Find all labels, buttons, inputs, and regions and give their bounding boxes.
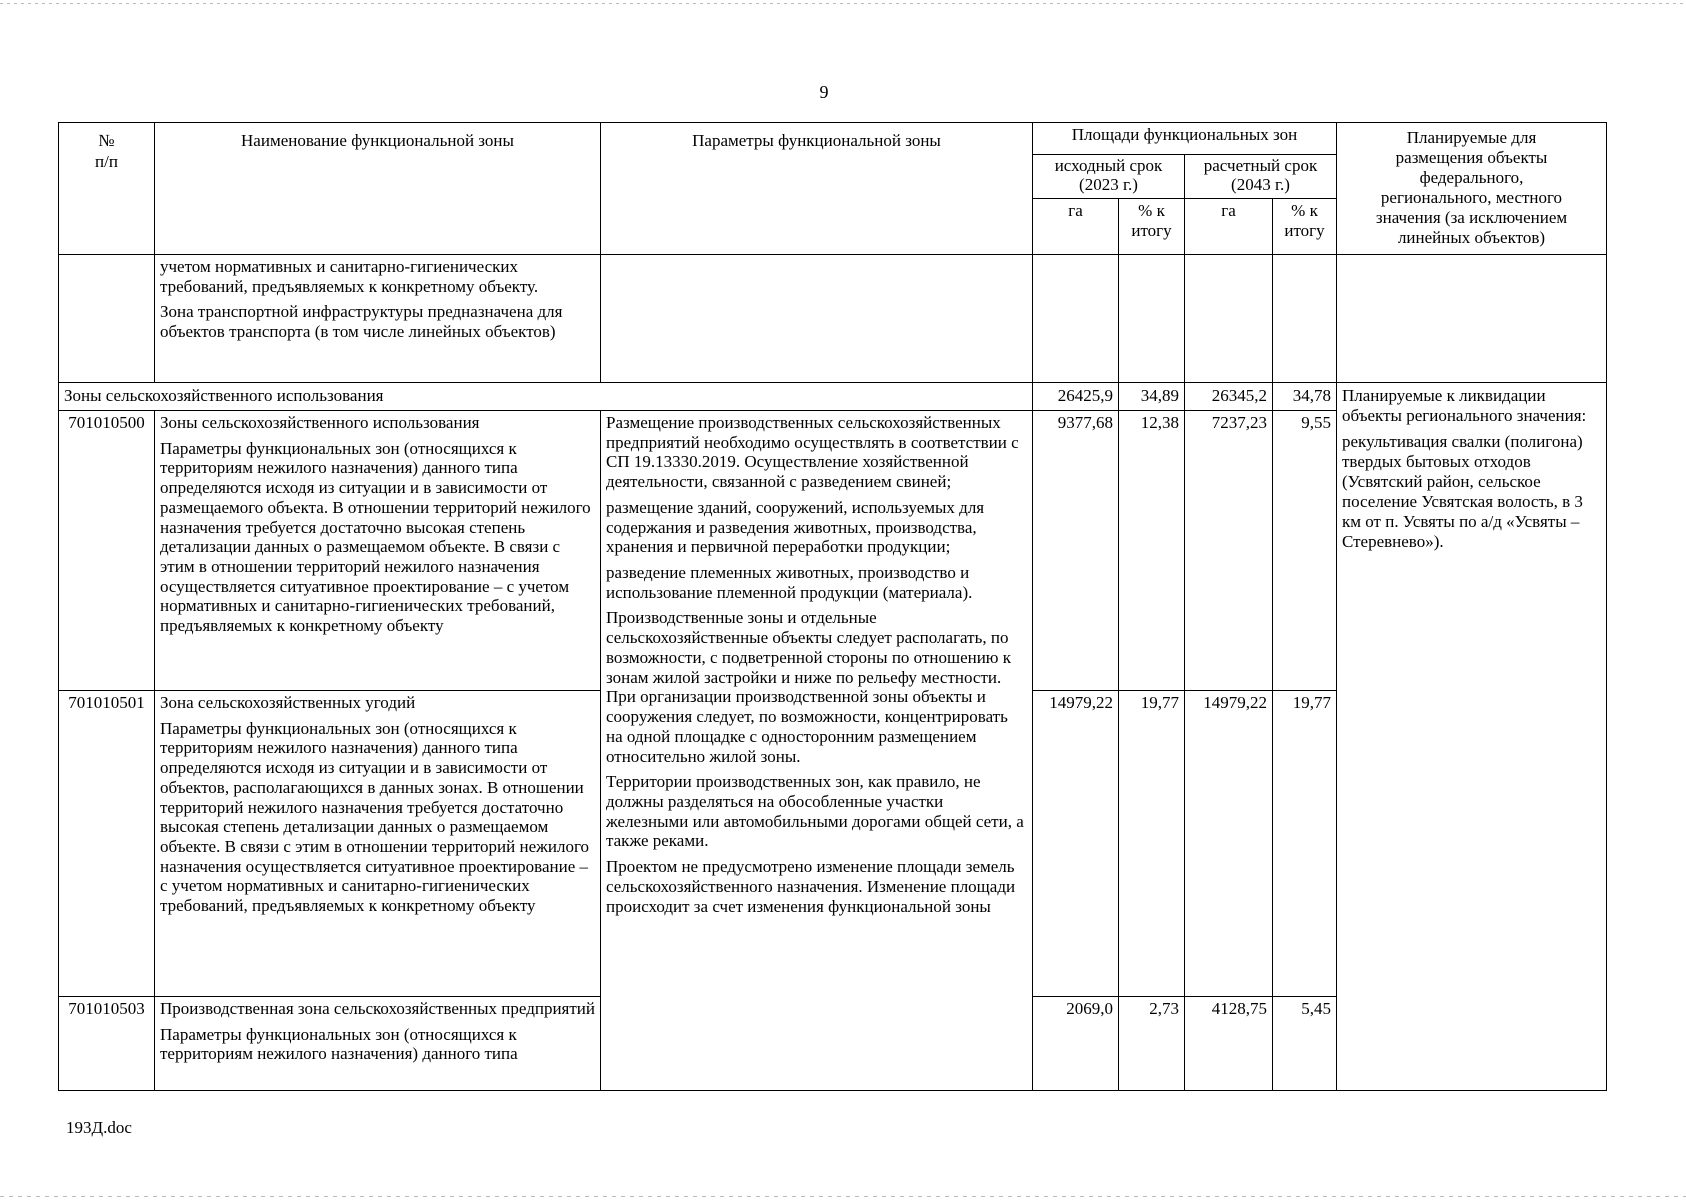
row-name-cell: [155, 997, 601, 1091]
row-desc: Параметры функциональных зон (относящихся к территориям нежилого назначения) данного типа определяются исходя из ситуации и в зависимости от размещаемого объекта. В отношении территорий нежилого назначения требуется достаточно высокая степень детализации данных о размещаемом объекте. В связи с этим в отношении территорий нежилого назначения осуществляется ситуативное проектирование – с учетом нормативных и санитарно-гигиенических требований, предъявляемых к конкретному объекту: [160, 438, 591, 636]
section-title: Зоны сельскохозяйственного использования: [59, 383, 1033, 411]
header-pct-2023: % к итогу: [1119, 199, 1185, 255]
continuation-pct-2043: [1273, 255, 1337, 383]
header-name: Наименование функциональной зоны: [155, 123, 601, 255]
params-text-4: Производственные зоны и отдельные сельскохозяйственные объекты следует располагать, по возможности, с подветренной стороны по отношению к зонам жилой застройки и ниже по рельефу местности. При организации производственной зоны объекты и сооружения следует, по возможности, концентрировать на одной площадке с односторонним размещением относительно жилой зоны.: [606, 608, 1012, 766]
header-ha-2043: га: [1185, 199, 1273, 255]
section-pct-2023: 34,89: [1119, 383, 1185, 411]
page-number: 9: [819, 82, 829, 102]
section-ha-2043: 26345,2: [1185, 383, 1273, 411]
continuation-ha-2023: [1033, 255, 1119, 383]
row-name-cell: [155, 411, 601, 691]
params-text-2: размещение зданий, сооружений, используемых для содержания и разведения животных, производства, хранения и первичной переработки продукции;: [606, 497, 985, 557]
row-code: 701010503: [59, 997, 155, 1091]
row-ha-2043: 14979,22: [1185, 691, 1273, 997]
row-pct-2043: 9,55: [1273, 411, 1337, 691]
planned-objects-cell: [1337, 383, 1607, 1091]
row-ha-2043: 4128,75: [1185, 997, 1273, 1091]
params-text-6: Проектом не предусмотрено изменение площади земель сельскохозяйственного назначения. Изменение площади происходит за счет изменения функциональной зоны: [606, 857, 1016, 916]
header-pct-2043: % к итогу: [1273, 199, 1337, 255]
planned-title: Планируемые к ликвидации объекты регионального значения:: [1342, 386, 1587, 426]
continuation-text-1: учетом нормативных и санитарно-гигиенических требований, предъявляемых к конкретному объекту.: [160, 257, 539, 296]
header-calc-term: расчетный срок (2043 г.): [1185, 155, 1337, 199]
row-code: 701010500: [59, 411, 155, 691]
continuation-planned: [1337, 255, 1607, 383]
row-ha-2043: 7237,23: [1185, 411, 1273, 691]
row-name: Производственная зона сельскохозяйственных предприятий: [160, 999, 595, 1018]
functional-zones-table: [58, 122, 1607, 1091]
header-planned: Планируемые для размещения объекты федерального, регионального, местного значения (за исключением линейных объектов): [1337, 123, 1607, 255]
row-desc: Параметры функциональных зон (относящихся к территориям нежилого назначения) данного типа: [160, 1024, 518, 1064]
footer-filename: 193Д.doc: [66, 1118, 132, 1137]
header-ha-2023: га: [1033, 199, 1119, 255]
row-ha-2023: 14979,22: [1033, 691, 1119, 997]
params-text-5: Территории производственных зон, как правило, не должны разделяться на обособленные участки железными или автомобильными дорогами общей сети, а также реками.: [606, 772, 1024, 851]
row-pct-2043: 5,45: [1273, 997, 1337, 1091]
params-cell: [601, 411, 1033, 1091]
row-pct-2023: 19,77: [1119, 691, 1185, 997]
scan-edge-top: [0, 3, 1686, 4]
continuation-params: [601, 255, 1033, 383]
params-text-1: Размещение производственных сельскохозяйственных предприятий необходимо осуществлять в соответствии с СП 19.13330.2019. Осуществление хозяйственной деятельности, связанной с разведением свиней;: [606, 413, 1019, 492]
row-pct-2023: 2,73: [1119, 997, 1185, 1091]
continuation-name-cell: [155, 255, 601, 383]
row-ha-2023: 2069,0: [1033, 997, 1119, 1091]
params-text-3: разведение племенных животных, производство и использование племенной продукции (материала).: [606, 563, 973, 602]
continuation-ha-2043: [1185, 255, 1273, 383]
scan-edge-bottom: [0, 1196, 1686, 1197]
section-row: [59, 383, 1607, 411]
row-name: Зона сельскохозяйственных угодий: [160, 693, 416, 712]
continuation-pct-2023: [1119, 255, 1185, 383]
continuation-row: [59, 255, 1607, 383]
row-ha-2023: 9377,68: [1033, 411, 1119, 691]
row-name: Зоны сельскохозяйственного использования: [160, 413, 480, 432]
row-pct-2023: 12,38: [1119, 411, 1185, 691]
header-areas: Площади функциональных зон: [1033, 123, 1337, 155]
row-desc: Параметры функциональных зон (относящихся к территориям нежилого назначения) данного типа определяются исходя из ситуации и в зависимости от объектов, располагающихся в данных зонах. В отношении территорий нежилого назначения требуется достаточно высокая степень детализации данных о размещаемом объекте. В связи с этим в отношении территорий нежилого назначения осуществляется ситуативное проектирование – с учетом нормативных и санитарно-гигиенических требований, предъявляемых к конкретному объекту: [160, 718, 590, 916]
continuation-text-2: Зона транспортной инфраструктуры предназначена для объектов транспорта (в том числе линейных объектов): [160, 302, 563, 341]
header-initial-term: исходный срок (2023 г.): [1033, 155, 1185, 199]
row-code: 701010501: [59, 691, 155, 997]
continuation-num: [59, 255, 155, 383]
row-pct-2043: 19,77: [1273, 691, 1337, 997]
section-ha-2023: 26425,9: [1033, 383, 1119, 411]
section-pct-2043: 34,78: [1273, 383, 1337, 411]
header-num: № п/п: [59, 123, 155, 255]
header-params: Параметры функциональной зоны: [601, 123, 1033, 255]
planned-text: рекультивация свалки (полигона) твердых бытовых отходов (Усвятский район, сельское поселение Усвятская волость, в 3 км от п. Усвяты по а/д «Усвяты – Стеревнево»).: [1342, 432, 1583, 552]
row-name-cell: [155, 691, 601, 997]
